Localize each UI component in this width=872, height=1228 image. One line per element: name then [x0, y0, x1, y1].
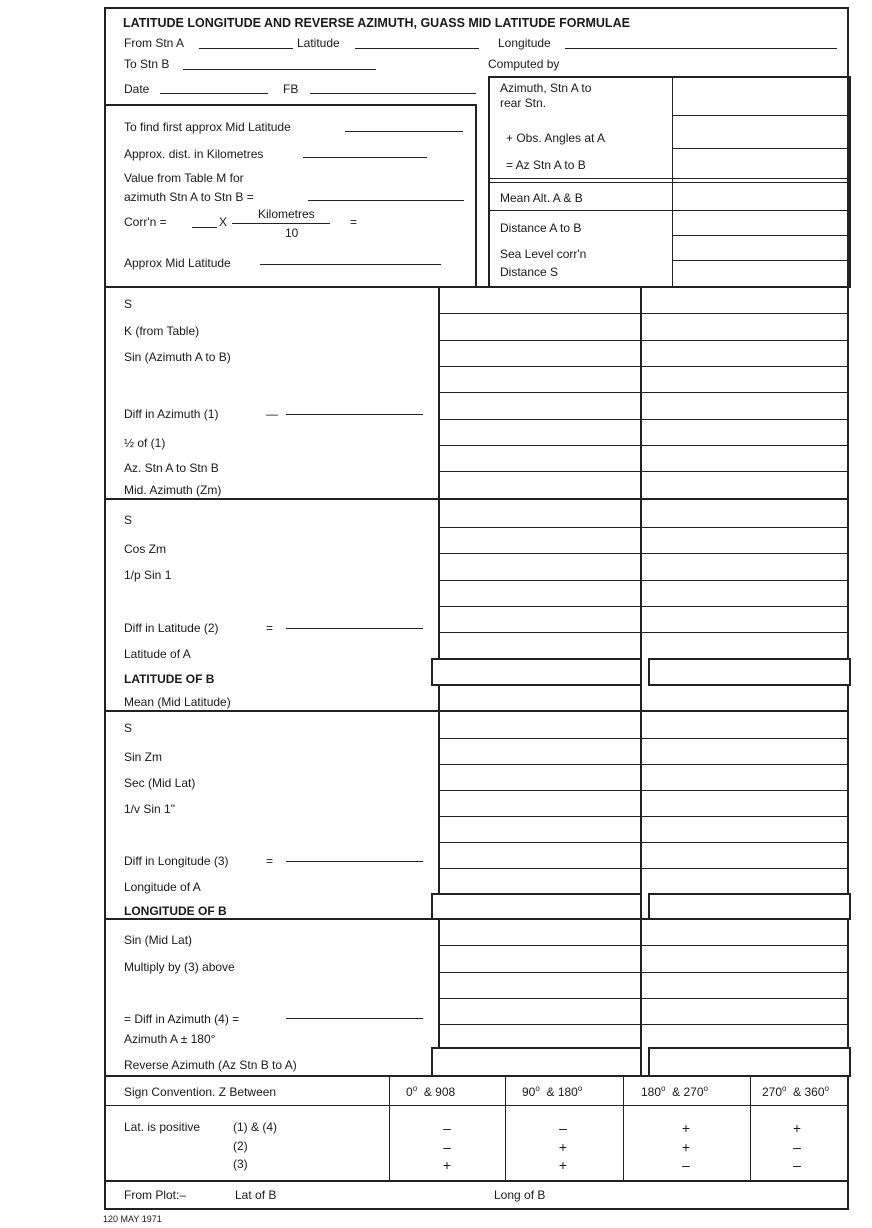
- sign-convention-label: Sign Convention. Z Between: [124, 1085, 277, 1099]
- approx-dist-label: Approx. dist. in Kilometres: [124, 147, 264, 161]
- half-of-1-label: ½ of (1): [124, 436, 166, 450]
- grid-top: [104, 286, 849, 288]
- az-rear-label-1: Azimuth, Stn A to: [500, 81, 592, 95]
- latitude-of-b-label: LATITUDE OF B: [124, 672, 215, 686]
- row-line: [438, 445, 849, 446]
- row-line: [438, 998, 849, 999]
- row-line: [438, 632, 849, 633]
- diff-azimuth-1-field[interactable]: [286, 414, 423, 415]
- diff-latitude-2-label: Diff in Latitude (2): [124, 621, 219, 635]
- sign-c2-r3: +: [558, 1157, 568, 1173]
- diff-azimuth-4-field[interactable]: [286, 1018, 423, 1019]
- sec-mid-lat-label: Sec (Mid Lat): [124, 776, 196, 790]
- latitude-field[interactable]: [355, 48, 479, 49]
- sin-zm-label: Sin Zm: [124, 750, 163, 764]
- row-line: [438, 738, 849, 739]
- reverse-azimuth-label: Reverse Azimuth (Az Stn B to A): [124, 1058, 297, 1072]
- date-field[interactable]: [160, 93, 268, 94]
- sign-c4-r2: –: [793, 1139, 801, 1155]
- mean-mid-lat-label: Mean (Mid Latitude): [124, 695, 231, 709]
- longitude-of-b-label: LONGITUDE OF B: [124, 904, 227, 918]
- mid-azimuth-label: Mid. Azimuth (Zm): [124, 483, 222, 497]
- table-m-field[interactable]: [308, 200, 464, 201]
- sign-c3-r1: +: [681, 1120, 691, 1136]
- sign-c2-r2: +: [558, 1139, 568, 1155]
- latitude-of-b-cell-1[interactable]: [431, 658, 642, 686]
- row-line: [438, 606, 849, 607]
- sign-c1-r1: –: [443, 1120, 451, 1136]
- kilometres-label: Kilometres: [258, 207, 315, 221]
- row-line: [438, 580, 849, 581]
- cos-zm-label: Cos Zm: [124, 542, 166, 556]
- az-row-line: [488, 182, 850, 183]
- form-title: LATITUDE LONGITUDE AND REVERSE AZIMUTH, GUASS MID LATITUDE FORMULAE: [123, 16, 630, 30]
- row-line: [438, 816, 849, 817]
- diff-longitude-3-field[interactable]: [286, 861, 423, 862]
- sign-c4-r1: +: [792, 1120, 802, 1136]
- az-row-line: [488, 178, 850, 179]
- sec2-s-label: S: [124, 513, 133, 527]
- az-row-line: [488, 210, 850, 211]
- sign-col-divider: [623, 1075, 624, 1180]
- approx-dist-field[interactable]: [303, 157, 427, 158]
- section-divider: [104, 498, 849, 500]
- obs-angles-label: + Obs. Angles at A: [506, 131, 606, 145]
- row-line: [438, 366, 849, 367]
- v-sin-label: 1/v Sin 1": [124, 802, 175, 816]
- sign-c1-r3: +: [442, 1157, 452, 1173]
- diff-azimuth-4-label: = Diff in Azimuth (4) =: [124, 1012, 240, 1026]
- az-rear-label-2: rear Stn.: [500, 96, 547, 110]
- fb-label: FB: [283, 82, 299, 96]
- row-line: [438, 764, 849, 765]
- corrn-x: X: [219, 215, 228, 229]
- lat-row-2-label: (2): [233, 1139, 248, 1153]
- reverse-azimuth-cell-1[interactable]: [431, 1047, 642, 1077]
- row-line: [438, 972, 849, 973]
- to-stn-b-label: To Stn B: [124, 57, 170, 71]
- range-180-270: 180$^o$ & 270$^o$: [641, 1084, 708, 1099]
- az-row-line: [672, 115, 850, 116]
- date-label: Date: [124, 82, 150, 96]
- range-0-90: 0$^o$ & 908: [406, 1084, 456, 1099]
- sec1-s-label: S: [124, 297, 133, 311]
- section-divider: [104, 710, 849, 712]
- sea-level-label-2: Distance S: [500, 265, 559, 279]
- first-mid-lat-label: To find first approx Mid Latitude: [124, 120, 291, 134]
- diff-azimuth-1-dash: —: [266, 407, 278, 421]
- corrn-field[interactable]: [192, 227, 217, 228]
- sec3-s-label: S: [124, 721, 133, 735]
- distance-ab-label: Distance A to B: [500, 221, 582, 235]
- diff-latitude-2-field[interactable]: [286, 628, 423, 629]
- reverse-azimuth-cell-2[interactable]: [648, 1047, 851, 1077]
- to-stn-b-field[interactable]: [183, 69, 376, 70]
- az-row-line: [672, 148, 850, 149]
- longitude-field[interactable]: [565, 48, 837, 49]
- sign-col-divider: [750, 1075, 751, 1180]
- footer-code: 120 MAY 1971: [103, 1214, 162, 1224]
- row-line: [438, 527, 849, 528]
- diff-longitude-3-label: Diff in Longitude (3): [124, 854, 229, 868]
- approx-mid-lat-label: Approx Mid Latitude: [124, 256, 231, 270]
- row-line: [438, 313, 849, 314]
- longitude-of-b-cell-1[interactable]: [431, 893, 642, 920]
- from-stn-a-field[interactable]: [199, 48, 293, 49]
- first-mid-lat-field[interactable]: [345, 131, 463, 132]
- corrn-label: Corr'n =: [124, 215, 167, 229]
- az-row-line: [672, 260, 850, 261]
- approx-mid-lat-field[interactable]: [260, 264, 441, 265]
- k-table-label: K (from Table): [124, 324, 200, 338]
- corrn-equals: =: [350, 215, 358, 229]
- row-line: [438, 790, 849, 791]
- mean-alt-label: Mean Alt. A & B: [500, 191, 583, 205]
- sign-c3-r3: –: [682, 1157, 690, 1173]
- sign-row-line: [104, 1105, 849, 1106]
- sign-col-divider: [389, 1075, 390, 1180]
- sign-c2-r1: –: [559, 1120, 567, 1136]
- sign-c1-r2: –: [443, 1139, 451, 1155]
- sign-col-divider: [505, 1075, 506, 1180]
- az-stn-a-to-b-label: Az. Stn A to Stn B: [124, 461, 219, 475]
- lat-of-b-plot-label: Lat of B: [235, 1188, 277, 1202]
- fb-field[interactable]: [310, 93, 476, 94]
- table-m-label-1: Value from Table M for: [124, 171, 244, 185]
- row-line: [438, 471, 849, 472]
- az-row-line: [672, 235, 850, 236]
- row-line: [438, 868, 849, 869]
- sin-mid-lat-label: Sin (Mid Lat): [124, 933, 193, 947]
- latitude-of-a-label: Latitude of A: [124, 647, 191, 661]
- sign-bottom-line: [104, 1180, 849, 1182]
- az-a-to-b-label: = Az Stn A to B: [506, 158, 586, 172]
- sea-level-label-1: Sea Level corr'n: [500, 247, 587, 261]
- longitude-of-a-label: Longitude of A: [124, 880, 201, 894]
- sign-c4-r3: –: [793, 1157, 801, 1173]
- row-line: [438, 1024, 849, 1025]
- lat-row-1-label: (1) & (4): [233, 1120, 278, 1134]
- latitude-label: Latitude: [297, 36, 340, 50]
- row-line: [438, 419, 849, 420]
- fraction-bar: [232, 223, 330, 224]
- azimuth-180-label: Azimuth A ± 180°: [124, 1032, 216, 1046]
- diff-azimuth-1-label: Diff in Azimuth (1): [124, 407, 219, 421]
- row-line: [438, 392, 849, 393]
- row-line: [438, 340, 849, 341]
- latitude-of-b-cell-2[interactable]: [648, 658, 851, 686]
- lat-row-3-label: (3): [233, 1157, 248, 1171]
- longitude-of-b-cell-2[interactable]: [648, 893, 851, 920]
- range-90-180: 90$^o$ & 180$^o$: [522, 1084, 583, 1099]
- longitude-label: Longitude: [498, 36, 551, 50]
- p-sin-label: 1/p Sin 1: [124, 568, 172, 582]
- computed-by-label: Computed by: [488, 57, 560, 71]
- diff-longitude-3-eq: =: [266, 854, 274, 868]
- multiply-label: Multiply by (3) above: [124, 960, 235, 974]
- sin-azimuth-label: Sin (Azimuth A to B): [124, 350, 231, 364]
- table-m-label-2: azimuth Stn A to Stn B =: [124, 190, 254, 204]
- row-line: [438, 945, 849, 946]
- sign-c3-r2: +: [681, 1139, 691, 1155]
- ten-label: 10: [285, 226, 299, 240]
- row-line: [438, 553, 849, 554]
- from-plot-label: From Plot:–: [124, 1188, 187, 1202]
- diff-latitude-2-eq: =: [266, 621, 274, 635]
- range-270-360: 270$^o$ & 360$^o$: [762, 1084, 829, 1099]
- from-stn-a-label: From Stn A: [124, 36, 185, 50]
- long-of-b-plot-label: Long of B: [494, 1188, 546, 1202]
- row-line: [438, 842, 849, 843]
- lat-positive-label: Lat. is positive: [124, 1120, 201, 1134]
